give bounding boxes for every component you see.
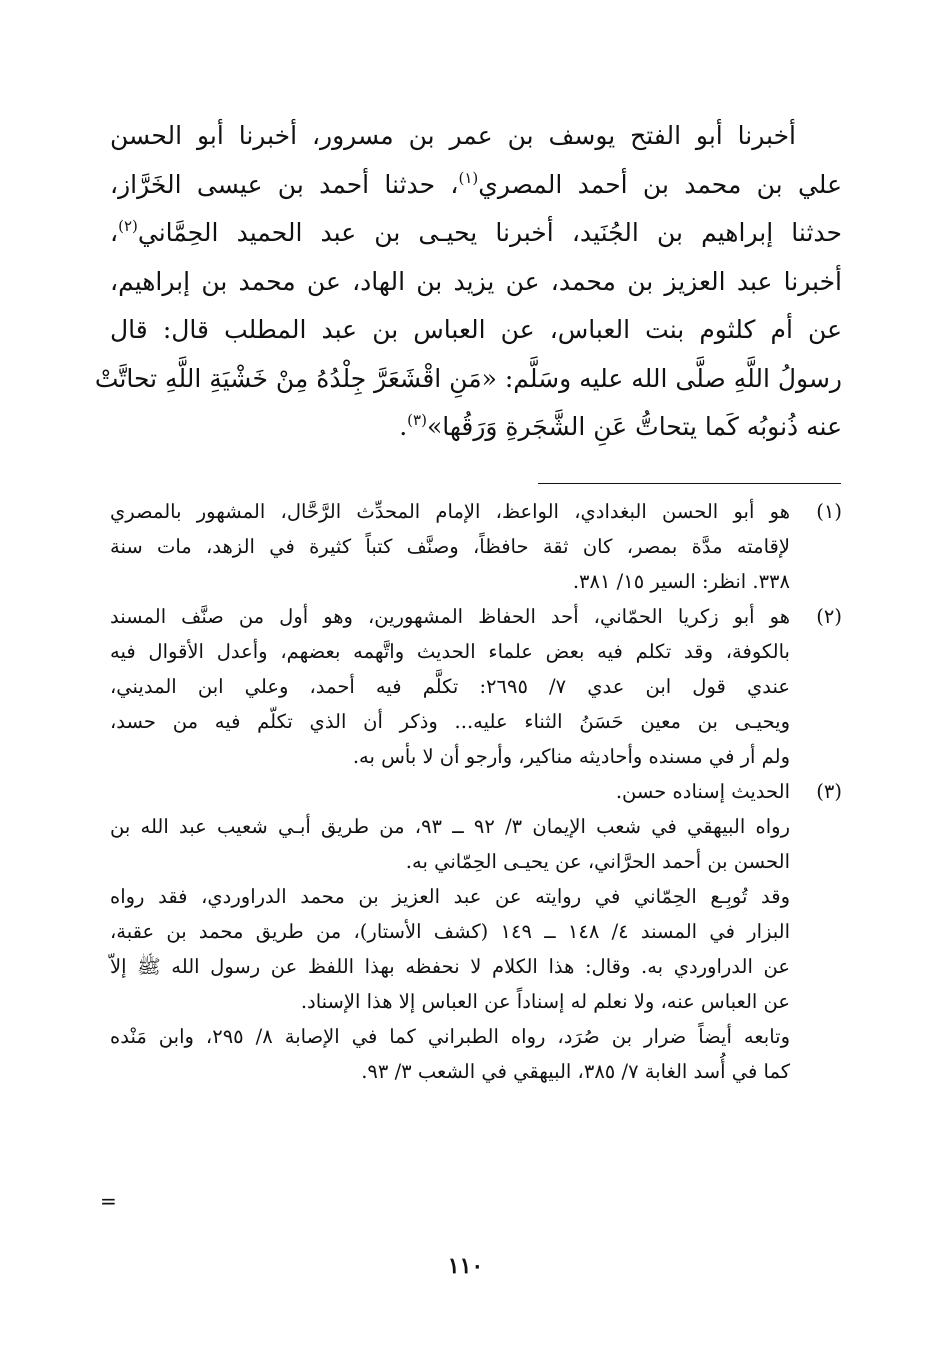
footnote-line: الحديث إسناده حسن. bbox=[615, 780, 790, 803]
main-line-2: علي بن محمد بن أحمد المصري$^{(١)}$، حدثنا أحمد بن عيسى الخَرَّاز، bbox=[110, 168, 842, 199]
main-text bbox=[94, 112, 842, 452]
main-line-7: عنه ذُنوبُه كَما يتحاتُّ عَنِ الشَّجَرةِ وَرَقُها»$^{(٣)}$. bbox=[399, 411, 842, 441]
footnote-ref-3[interactable]: (٣) bbox=[407, 411, 427, 429]
footnote-number: (١) bbox=[816, 500, 842, 523]
footnote-2 bbox=[110, 599, 842, 774]
footnote-line: عندي قول ابن عدي ٧/ ٢٦٩٥: تكلَّم فيه أحمد، وعلي ابن المديني، bbox=[110, 675, 790, 698]
footnote-line: ولم أر في مسنده وأحاديثه مناكير، وأرجو أن لا بأس به. bbox=[352, 745, 790, 768]
footnote-number: (٢) bbox=[816, 605, 842, 628]
footnote-line: عن الدراوردي به. وقال: هذا الكلام لا نحفظه بهذا اللفظ عن رسول الله ﷺ إلاّ bbox=[110, 955, 790, 978]
footnote-line: وتابعه أيضاً ضرار بن صُرَد، رواه الطبراني كما في الإصابة ٨/ ٢٩٥، وابن مَنْده bbox=[110, 1025, 790, 1048]
footnote-3 bbox=[110, 774, 842, 1089]
main-line-3: حدثنا إبراهيم بن الجُنَيد، أخبرنا يحيـى بن عبد الحميد الحِمَّاني$^{(٢)}$، bbox=[110, 217, 842, 247]
footnote-line: هو أبو زكريا الحمّاني، أحد الحفاظ المشهورين، وهو أول من صنَّف المسند bbox=[110, 605, 790, 628]
footnote-line: وقد تُوبِـع الحِمّاني في روايته عن عبد العزيز بن محمد الدراوردي، فقد رواه bbox=[110, 885, 790, 908]
main-line-1: أخبرنا أبو الفتح يوسف بن عمر بن مسرور، أخبرنا أبو الحسن bbox=[110, 121, 796, 150]
footnote-line: هو أبو الحسن البغدادي، الواعظ، الإمام المحدِّث الرَّحَّال، المشهور بالمصري bbox=[110, 500, 790, 523]
footnote-line: كما في أُسد الغابة ٧/ ٣٨٥، البيهقي في الشعب ٣/ ٩٣. bbox=[361, 1060, 790, 1083]
footnote-ref-1[interactable]: (١) bbox=[458, 168, 479, 187]
footnote-line: الحسن بن أحمد الحرَّاني، عن يحيـى الحِمّاني به. bbox=[405, 850, 790, 873]
main-line-4: أخبرنا عبد العزيز بن محمد، عن يزيد بن الهاد، عن محمد بن إبراهيم، bbox=[110, 266, 842, 296]
footnote-line: البزار في المسند ٤/ ١٤٨ ــ ١٤٩ (كشف الأستار)، من طريق محمد بن عقبة، bbox=[110, 920, 790, 943]
footnote-separator bbox=[538, 483, 841, 484]
footnote-line: ٣٣٨. انظر: السير ١٥/ ٣٨١. bbox=[572, 570, 790, 593]
footnote-number: (٣) bbox=[816, 780, 842, 803]
main-line-5: عن أم كلثوم بنت العباس، عن العباس بن عبد المطلب قال: قال bbox=[110, 315, 842, 344]
footnote-line: عن العباس عنه، ولا نعلم له إسناداً عن العباس إلا هذا الإسناد. bbox=[300, 990, 790, 1013]
footnotes bbox=[110, 494, 842, 1089]
footnote-line: رواه البيهقي في شعب الإيمان ٣/ ٩٢ ــ ٩٣، من طريق أبـي شعيب عبد الله بن bbox=[110, 815, 790, 838]
footnote-1 bbox=[110, 494, 842, 599]
footnote-line: لإقامته مدَّة بمصر، كان ثقة حافظاً، وصنَّف كتباً كثيرة في الزهد، مات سنة bbox=[110, 535, 790, 558]
footnote-line: ويحيـى بن معين حَسَنُ الثناء عليه... وذكر أن الذي تكلّم فيه من حسد، bbox=[110, 710, 790, 733]
footnote-ref-2[interactable]: (٢) bbox=[118, 217, 138, 235]
continuation-mark: = bbox=[100, 1189, 117, 1213]
main-line-6: رسولُ اللَّهِ صلَّى الله عليه وسَلَّم: «مَنِ اقْشَعَرَّ جِلْدُهُ مِنْ خَشْيَةِ اللَّهِ تحاتَّتْ bbox=[94, 363, 842, 393]
page-number: ١١٠ bbox=[447, 1253, 484, 1279]
footnote-line: بالكوفة، وقد تكلم فيه بعض علماء الحديث واتَّهمه بعضهم، وأعدل الأقوال فيه bbox=[110, 640, 790, 663]
